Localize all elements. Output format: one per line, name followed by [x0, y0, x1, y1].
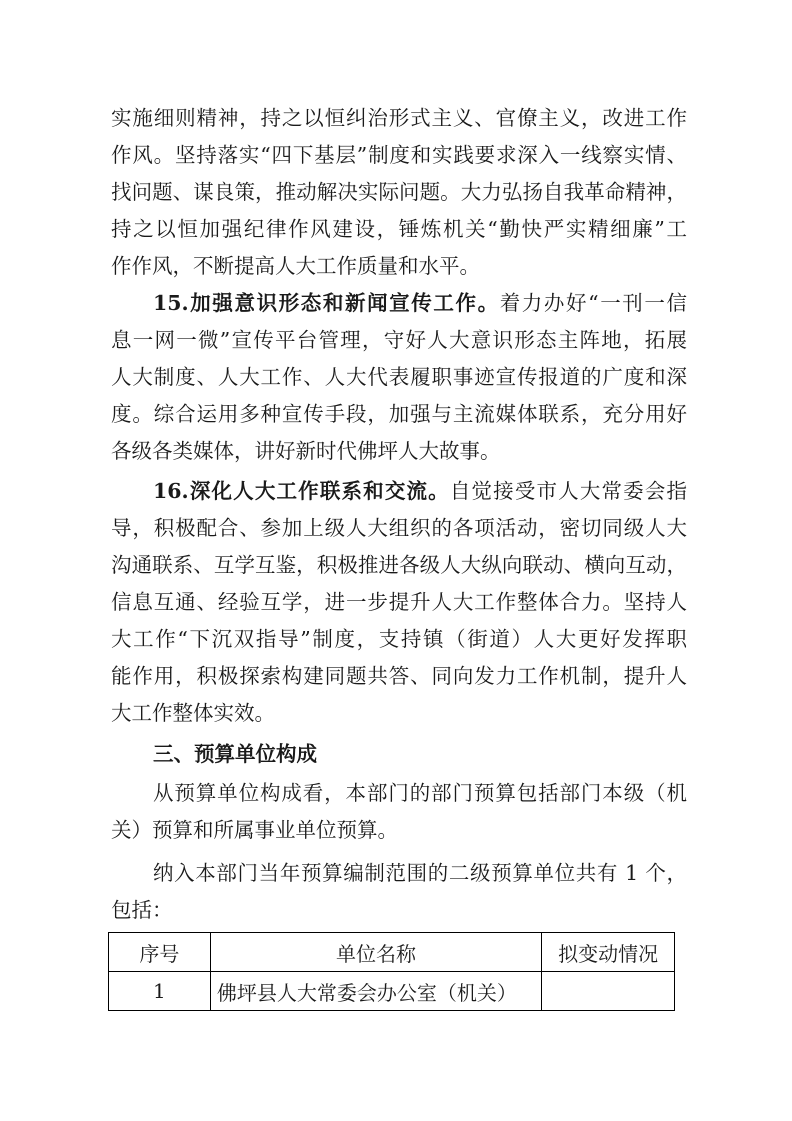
paragraph-line: 能作用，积极探索构建同题共答、同向发力工作机制，提升人	[111, 664, 687, 688]
budget-units-table	[108, 932, 675, 1011]
column-header: 序号	[109, 933, 211, 972]
column-header: 拟变动情况	[542, 933, 675, 972]
paragraph-line: 度。综合运用多种宣传手段，加强与主流媒体联系，充分用好	[111, 402, 687, 426]
item-15-first-text: 着力办好“一刊一信	[499, 291, 687, 315]
item-16-first-line	[153, 477, 687, 505]
item-15-heading: 15.加强意识形态和新闻宣传工作。	[153, 291, 500, 315]
paragraph-line: 人大制度、人大工作、人大代表履职事迹宣传报道的广度和深	[111, 365, 687, 389]
paragraph-line: 找问题、谋良策，推动解决实际问题。大力弘扬自我革命精神，	[111, 180, 687, 204]
paragraph-line: 从预算单位构成看，本部门的部门预算包括部门本级（机	[153, 781, 687, 805]
paragraph-line: 实施细则精神，持之以恒纠治形式主义、官僚主义，改进工作	[111, 106, 687, 130]
table-header-row	[109, 933, 675, 972]
paragraph-line: 关）预算和所属事业单位预算。	[111, 818, 398, 842]
table-cell: 1	[109, 972, 211, 1011]
paragraph-line: 大工作“下沉双指导”制度，支持镇（街道）人大更好发挥职	[111, 627, 687, 651]
column-header: 单位名称	[210, 933, 541, 972]
paragraph-line: 大工作整体实效。	[111, 701, 275, 725]
paragraph-line: 纳入本部门当年预算编制范围的二级预算单位共有 1 个，	[153, 861, 687, 885]
paragraph-line: 导，积极配合、参加上级人大组织的各项活动，密切同级人大	[111, 516, 687, 540]
item-16-first-text: 自觉接受市人大常委会指	[449, 479, 687, 503]
section-heading: 三、预算单位构成	[153, 742, 317, 766]
paragraph-line: 作风。坚持落实“四下基层”制度和实践要求深入一线察实情、	[111, 143, 687, 167]
paragraph-line: 作作风，不断提高人大工作质量和水平。	[111, 254, 480, 278]
paragraph-line: 息一网一微”宣传平台管理，守好人大意识形态主阵地，拓展	[111, 328, 687, 352]
paragraph-line: 沟通联系、互学互鉴，积极推进各级人大纵向联动、横向互动，	[111, 553, 687, 577]
table-cell	[542, 972, 675, 1011]
table-cell: 佛坪县人大常委会办公室（机关）	[210, 972, 541, 1011]
paragraph-line: 包括：	[111, 898, 173, 922]
paragraph-line: 信息互通、经验互学，进一步提升人大工作整体合力。坚持人	[111, 590, 687, 614]
item-15-first-line	[153, 289, 687, 317]
table-row	[109, 972, 675, 1011]
paragraph-line: 持之以恒加强纪律作风建设，锤炼机关“勤快严实精细廉”工	[111, 217, 687, 241]
item-16-heading: 16.深化人大工作联系和交流。	[153, 479, 450, 503]
paragraph-line: 各级各类媒体，讲好新时代佛坪人大故事。	[111, 439, 501, 463]
